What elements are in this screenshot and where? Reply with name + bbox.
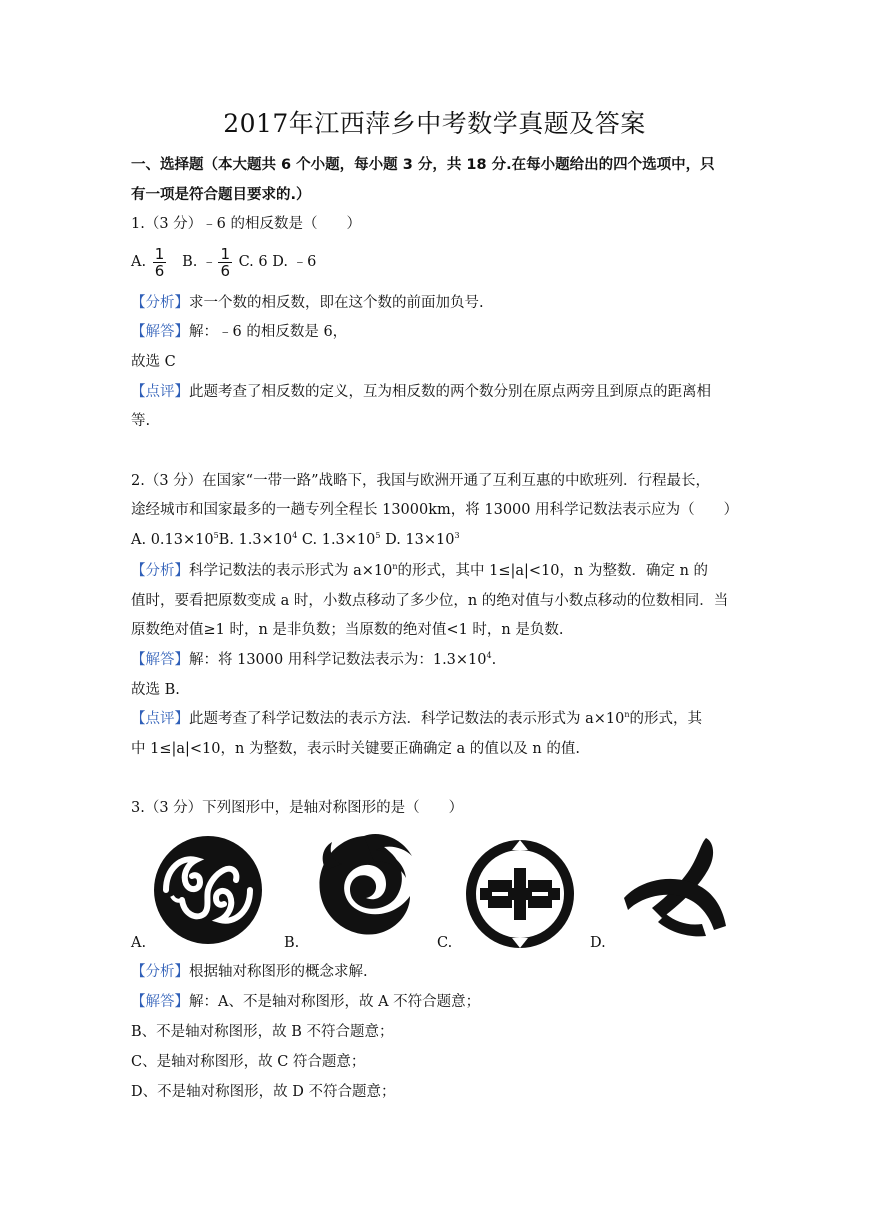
q2-answer-exp: 4 (486, 651, 492, 660)
q3-figure-c (462, 836, 578, 952)
q2-option-b: B. 1.3×10 (218, 532, 293, 548)
fraction-denominator: 6 (154, 261, 165, 280)
answer-tag: 【解答】 (131, 652, 189, 668)
q2-analysis-exp: n (392, 562, 398, 571)
q3-figure-b (306, 830, 422, 946)
q1-stem: 1.（3 分）﹣6 的相反数是（ ） (131, 216, 362, 232)
q1-analysis (131, 293, 751, 313)
q2-choose: 故选 B. (131, 682, 180, 698)
q1-option-b-fraction (218, 246, 232, 279)
comment-tag: 【点评】 (131, 384, 189, 400)
comment-tag: 【点评】 (131, 711, 189, 727)
q3-answer-c: C、是轴对称图形，故 C 符合题意； (131, 1054, 366, 1070)
analysis-tag: 【分析】 (131, 964, 189, 980)
q2-analysis (131, 561, 751, 581)
q2-option-c-exp: 5 (375, 531, 381, 540)
q1-option-a-label: A. (131, 254, 147, 270)
q3-stem: 3.（3 分）下列图形中，是轴对称图形的是（ ） (131, 800, 464, 816)
q2-comment (131, 709, 751, 729)
fraction-numerator: 1 (220, 244, 230, 263)
q1-analysis-text: 求一个数的相反数，即在这个数的前面加负号. (189, 295, 484, 311)
section-heading-line2: 有一项是符合题目要求的.） (131, 187, 311, 203)
q2-comment-line2: 中 1≤|a|<10，n 为整数，表示时关键要正确确定 a 的值以及 n 的值. (131, 741, 580, 757)
q3-label-c: C. (437, 935, 453, 951)
q1-comment-line2: 等. (131, 413, 151, 429)
q2-option-c: C. 1.3×10 (297, 532, 376, 548)
q3-answer (131, 992, 751, 1012)
fraction-numerator: 1 (154, 244, 165, 263)
q3-answer-b: B、不是轴对称图形，故 B 不符合题意； (131, 1024, 394, 1040)
q2-option-d: D. 13×10 (380, 532, 455, 548)
q1-answer-text: 解：﹣6 的相反数是 6， (189, 324, 348, 340)
q3-answer-d: D、不是轴对称图形，故 D 不符合题意； (131, 1084, 396, 1100)
q2-answer-post: . (491, 652, 497, 668)
q1-choose: 故选 C (131, 354, 176, 370)
q2-analysis-text-post: 的形式，其中 1≤|a|<10，n 为整数．确定 n 的 (397, 563, 709, 579)
section-heading-line1: 一、选择题（本大题共 6 个小题，每小题 3 分，共 18 分.在每小题给出的四个选项中，只 (131, 157, 715, 173)
q2-analysis-line3: 原数绝对值≥1 时，n 是非负数；当原数的绝对值<1 时，n 是负数. (131, 622, 564, 638)
q3-analysis-text: 根据轴对称图形的概念求解. (189, 964, 368, 980)
q1-option-cd: C. 6 D. ﹣6 (238, 254, 317, 270)
q2-comment-exp: n (624, 710, 630, 719)
q2-answer (131, 650, 751, 670)
q2-stem-line2: 途经城市和国家最多的一趟专列全程长 13000km，将 13000 用科学记数法表示应为（ ） (131, 502, 739, 518)
q2-option-a: A. 0.13×10 (131, 532, 214, 548)
q1-option-b-label: B. ﹣ (182, 254, 217, 270)
q2-analysis-text: 科学记数法的表示形式为 a×10 (189, 563, 393, 579)
fraction-denominator: 6 (220, 261, 230, 280)
q3-figure-d (618, 834, 734, 944)
q2-option-d-exp: 3 (454, 531, 460, 540)
page-title: 2017年江西萍乡中考数学真题及答案 (223, 109, 646, 138)
answer-tag: 【解答】 (131, 324, 189, 340)
analysis-tag: 【分析】 (131, 295, 189, 311)
q3-label-d: D. (590, 935, 606, 951)
q3-answer-a: 解：A、不是轴对称图形，故 A 不符合题意； (189, 994, 481, 1010)
q1-option-a-fraction (153, 246, 167, 279)
q1-options (131, 245, 751, 279)
q1-comment-text: 此题考查了相反数的定义，互为相反数的两个数分别在原点两旁且到原点的距离相 (189, 384, 711, 400)
q3-analysis (131, 962, 751, 982)
q3-figure-a (152, 834, 264, 946)
q2-option-b-exp: 4 (292, 531, 298, 540)
q1-answer (131, 322, 751, 342)
analysis-tag: 【分析】 (131, 563, 189, 579)
q2-comment-text: 此题考查了科学记数法的表示方法．科学记数法的表示形式为 a×10 (189, 711, 625, 727)
q2-answer-text: 解：将 13000 用科学记数法表示为：1.3×10 (189, 652, 487, 668)
q1-comment (131, 382, 751, 402)
q3-label-b: B. (284, 935, 300, 951)
q2-options (131, 530, 751, 550)
q2-analysis-line2: 值时，要看把原数变成 a 时，小数点移动了多少位，n 的绝对值与小数点移动的位数相同．当 (131, 593, 729, 609)
q3-label-a: A. (131, 935, 147, 951)
q2-option-a-exp: 5 (213, 531, 219, 540)
q2-comment-post: 的形式，其 (629, 711, 703, 727)
q2-stem-line1: 2.（3 分）在国家“一带一路”战略下，我国与欧洲开通了互利互惠的中欧班列．行程最长， (131, 473, 710, 489)
answer-tag: 【解答】 (131, 994, 189, 1010)
